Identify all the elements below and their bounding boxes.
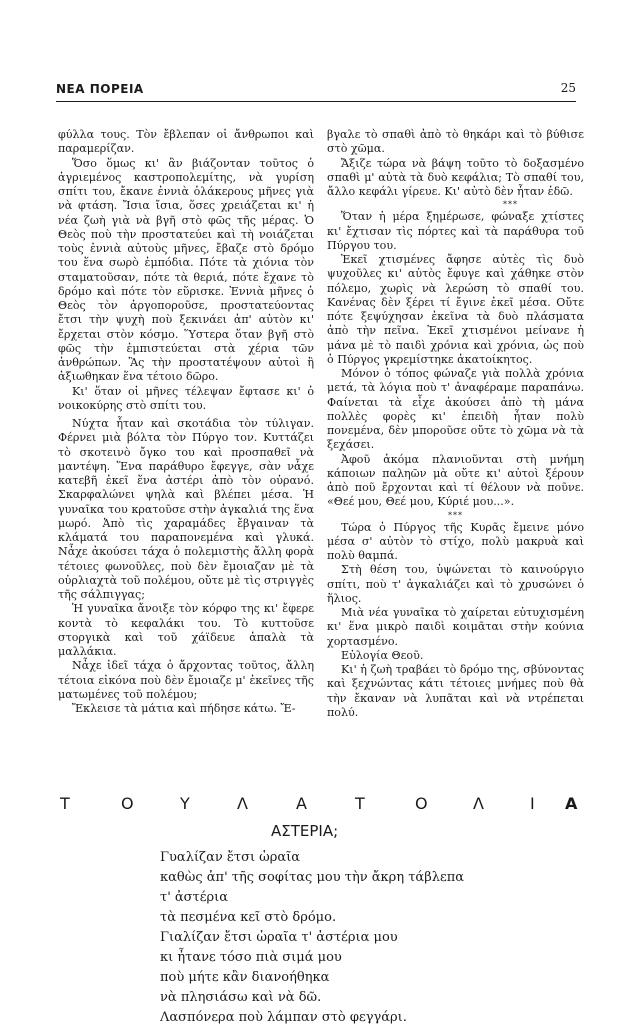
paragraph: Ἀφοῦ ἀκόμα πλανιοῦνται στὴ μνήμη κάποιων παληῶν μὰ οὔτε κι' αὐτοὶ ξέρουν ἀπὸ ποῦ ἔρχονται καὶ τί θέλουν νὰ ποῦνε. «Θεέ μου, Θεέ μου, Κύριέ μου...». bbox=[327, 452, 584, 509]
poem-author bbox=[60, 794, 580, 816]
author-letter: Ο bbox=[415, 794, 428, 813]
running-header bbox=[56, 78, 576, 102]
paragraph: Νἆχε ἰδεῖ τάχα ὁ ἄρχοντας τοῦτος, ἄλλη τέτοια εἰκόνα ποὺ δὲν ἔμοιαζε μ' ἐκεῖνες τῆς ματωμένες τοῦ πολέμου; bbox=[58, 659, 314, 701]
poem-line: ποὺ μήτε κἂν διανοήθηκα bbox=[160, 970, 330, 985]
paragraph: φύλλα τους. Τὸν ἔβλεπαν οἱ ἄνθρωποι καὶ παραμερίζαν. bbox=[58, 128, 314, 156]
journal-title: ΝΕΑ ΠΟΡΕΙΑ bbox=[56, 82, 144, 96]
author-letter: Τ bbox=[355, 794, 365, 813]
paragraph: Στὴ θέση του, ὑψώνεται τὸ καινούργιο σπίτι, ποὺ τ' ἀγκαλιάζει καὶ τὸ χρυσώνει ὁ ἥλιος. bbox=[327, 563, 584, 605]
author-letter: Α bbox=[296, 794, 307, 813]
author-letter: Λ bbox=[237, 794, 248, 813]
paragraph: Ἔκλεισε τὰ μάτια καὶ πήδησε κάτω. Ἔ- bbox=[72, 702, 296, 715]
author-letter: Τ bbox=[60, 794, 70, 813]
poem-line: τ' ἀστέρια bbox=[160, 890, 228, 905]
section-break-stars: *** bbox=[503, 200, 518, 210]
paragraph: Τώρα ὁ Πύργος τῆς Κυρᾶς ἔμεινε μόνο μέσα σ' αὐτὸν τὸ στίχο, πολὺ μακρυὰ καὶ πολὺ θαμπά. bbox=[327, 520, 584, 562]
paragraph: Ὅταν ἡ μέρα ξημέρωσε, φώναξε χτίστες κι' ἔχτισαν τὶς πόρτες καὶ τὰ παράθυρα τοῦ Πύργου του. bbox=[327, 210, 584, 252]
poem-line: κι ἦτανε τόσο πιὰ σιμά μου bbox=[160, 950, 342, 965]
paragraph: Μιὰ νέα γυναῖκα τὸ χαίρεται εὐτυχισμένη κι' ἕνα μικρὸ παιδὶ κοιμᾶται στὴν κούνια χορτασμένο. bbox=[327, 606, 584, 648]
poem-line: νὰ πλησιάσω καὶ νὰ δῶ. bbox=[160, 990, 322, 1005]
author-letter: Ι bbox=[530, 794, 535, 813]
paragraph: Μόνον ὁ τόπος φώναζε γιὰ πολλὰ χρόνια μετά, τὰ λόγια ποὺ τ' ἀναφέραμε παραπάνω. Φαίνεται τὰ εἶχε ἀκούσει ἀπὸ τὴ μάνα πολλὲς φορὲς κι' ἐπειδὴ ἦταν πολὺ πονεμένα, δὲν μποροῦσε οὔτε τὸ χῶμα νὰ τὰ ξεχάσει. bbox=[327, 367, 584, 452]
paragraph: Ὅσο ὅμως κι' ἂν βιάζονταν τοῦτος ὁ ἀγριεμένος καστροπολεμίτης, νὰ γυρίση σπίτι του, ἔκανε ἐννιὰ ὁλάκερους μῆνες γιὰ νὰ φτάση. Ἴσια ἴσια, ὅσες χρειάζεται κι' ἡ νέα ζωὴ γιὰ νὰ βγῆ στὸ φῶς τῆς μέρας. Ὁ Θεὸς ποὺ τὴν προστατεύει καὶ τὴ νοιάζεται τοὺς ἐννιὰ αὐτοὺς μῆνες, ἔβαζε στὸ δρόμο του ἕνα σωρὸ ἐμπόδια. Πότε τὰ χιόνια τὸν σταματοῦσαν, πότε τὰ θεριά, πότε ἔχανε τὸ δρόμο καὶ πότε τὸν εὕρισκε. Ἐννιὰ μῆνες ὁ Θεὸς τὸν ἀργοποροῦσε, προστατεύοντας ἔτσι τὴν ψυχὴ ποὺ ξεκινάει ἀπ' αὐτὸν κι' ἔρχεται στὸν κόσμο. Ὕστερα ὅταν βγῆ στὸ φῶς τὴν ἐμπιστεύεται στὰ χέρια τῶν ἀνθρώπων. Ἂς τὴν προστατέψουν αὐτοὶ ἢ ἀξιωθηκαν ἕνα τέτοιο δῶρο. bbox=[58, 156, 314, 384]
left-column bbox=[58, 128, 314, 716]
paragraph: Ἐκεῖ χτισμένες ἄφησε αὐτὲς τὶς δυὸ ψυχοῦλες κι' αὐτὸς ἔφυγε καὶ χάθηκε στὸν πόλεμο, χωρὶς νὰ λερώση τὸ σπαθί του. Κανένας δὲν ξέρει τί ἔγινε ἐκεῖ μέσα. Οὔτε πότε ξεψύχησαν ἐκεῖνα τὰ δυὸ πλάσματα ἀπὸ τὴν πεῖνα. Ἐκεῖ χτισμένοι μείνανε ἡ μάνα μὲ τὸ παιδὶ χρόνια καὶ χρόνια, ὡς ποὺ ὁ Πύργος γκρεμίστηκε ἀκατοίκητος. bbox=[327, 253, 584, 366]
poem-body bbox=[160, 848, 464, 1028]
paragraph: βγαλε τὸ σπαθὶ ἀπὸ τὸ θηκάρι καὶ τὸ βύθισε στὸ χῶμα. bbox=[327, 128, 584, 156]
header-rule bbox=[56, 101, 576, 102]
paragraph: Εὐλογία Θεοῦ. bbox=[341, 648, 424, 662]
paragraph: Ἡ γυναῖκα ἄνοιξε τὸν κόρφο της κι' ἔφερε κοντὰ τὸ κεφαλάκι του. Τὸ κυττοῦσε στοργικὰ καὶ τοῦ χάϊδευε ἁπαλὰ τὰ μαλλάκια. bbox=[58, 602, 314, 658]
poem-line: τὰ πεσμένα κεῖ στὸ δρόμο. bbox=[160, 910, 337, 925]
paragraph: Ἄξιζε τώρα νὰ βάψη τοῦτο τὸ δοξασμένο σπαθὶ μ' αὐτὰ τὰ δυὸ κεφάλια; Τὸ σπαθί του, ἄλλο κεφάλι γίρευε. Κι' αὐτὸ δὲν ἦταν ἐδῶ. bbox=[327, 156, 584, 198]
poem-line: Λασπόνερα ποὺ λάμπαν στὸ φεγγάρι. bbox=[160, 1010, 407, 1025]
author-letter: Α bbox=[565, 794, 578, 813]
author-letter: Λ bbox=[473, 794, 484, 813]
author-letter: Ο bbox=[121, 794, 134, 813]
right-column bbox=[327, 128, 584, 720]
poem-line: καθὼς ἀπ' τῆς σοφίτας μου τὴν ἄκρη τάβλεπα bbox=[160, 870, 465, 885]
paragraph: Κι' ὅταν οἱ μῆνες τέλεψαν ἔφτασε κι' ὁ νοικοκύρης στὸ σπίτι του. bbox=[58, 384, 314, 412]
poem-line: Γιαλίζαν ἔτσι ὡραῖα τ' ἀστέρια μου bbox=[160, 930, 398, 945]
author-letter: Υ bbox=[180, 794, 190, 813]
paragraph: Κι' ἡ ζωὴ τραβάει τὸ δρόμο της, σβύνοντας καὶ ξεχνώντας κάτι τέτοιες μνήμες ποὺ θὰ τὴν ἔκαναν νὰ λυπᾶται καὶ νὰ ντρέπεται πολύ. bbox=[327, 663, 584, 719]
page-number: 25 bbox=[560, 81, 576, 95]
poem-line: Γυαλίζαν ἔτσι ὡραῖα bbox=[160, 850, 301, 865]
paragraph: Νύχτα ἦταν καὶ σκοτάδια τὸν τύλιγαν. Φέρνει μιὰ βόλτα τὸν Πύργο τον. Κυττάζει τὸ σκοτεινὸ ὄγκο του καὶ προσπαθεῖ νὰ μαντέψη. Ἕνα παράθυρο ἔφεγγε, σὰν νἆχε κατεβῆ ἐκεῖ ἕνα ἀστέρι ἀπὸ τὸν οὐρανό. Σκαρφαλώνει ψηλὰ καὶ βλέπει μέσα. Ἡ γυναῖκα του κρατοῦσε στὴν ἀγκαλιά της ἕνα μωρό. Ἀπὸ τὶς χαραμάδες ἔβγαιναν τὰ κλάματά του παραπονεμένα καὶ γλυκά. Νἆχε ἀκούσει τάχα ὁ πολεμιστὴς ἄλλη φορὰ τέτοιες φωνοῦλες, ποὺ δὲν ἔμοιαζαν μὲ τὰ οὐρλιαχτὰ τοῦ πολέμου, οὔτε μὲ τὶς στριγγὲς τῆς σάλπιγγας; bbox=[58, 417, 314, 601]
poem-title: ΑΣΤΕΡΙΑ; bbox=[271, 822, 339, 840]
section-break-stars: *** bbox=[448, 510, 463, 520]
